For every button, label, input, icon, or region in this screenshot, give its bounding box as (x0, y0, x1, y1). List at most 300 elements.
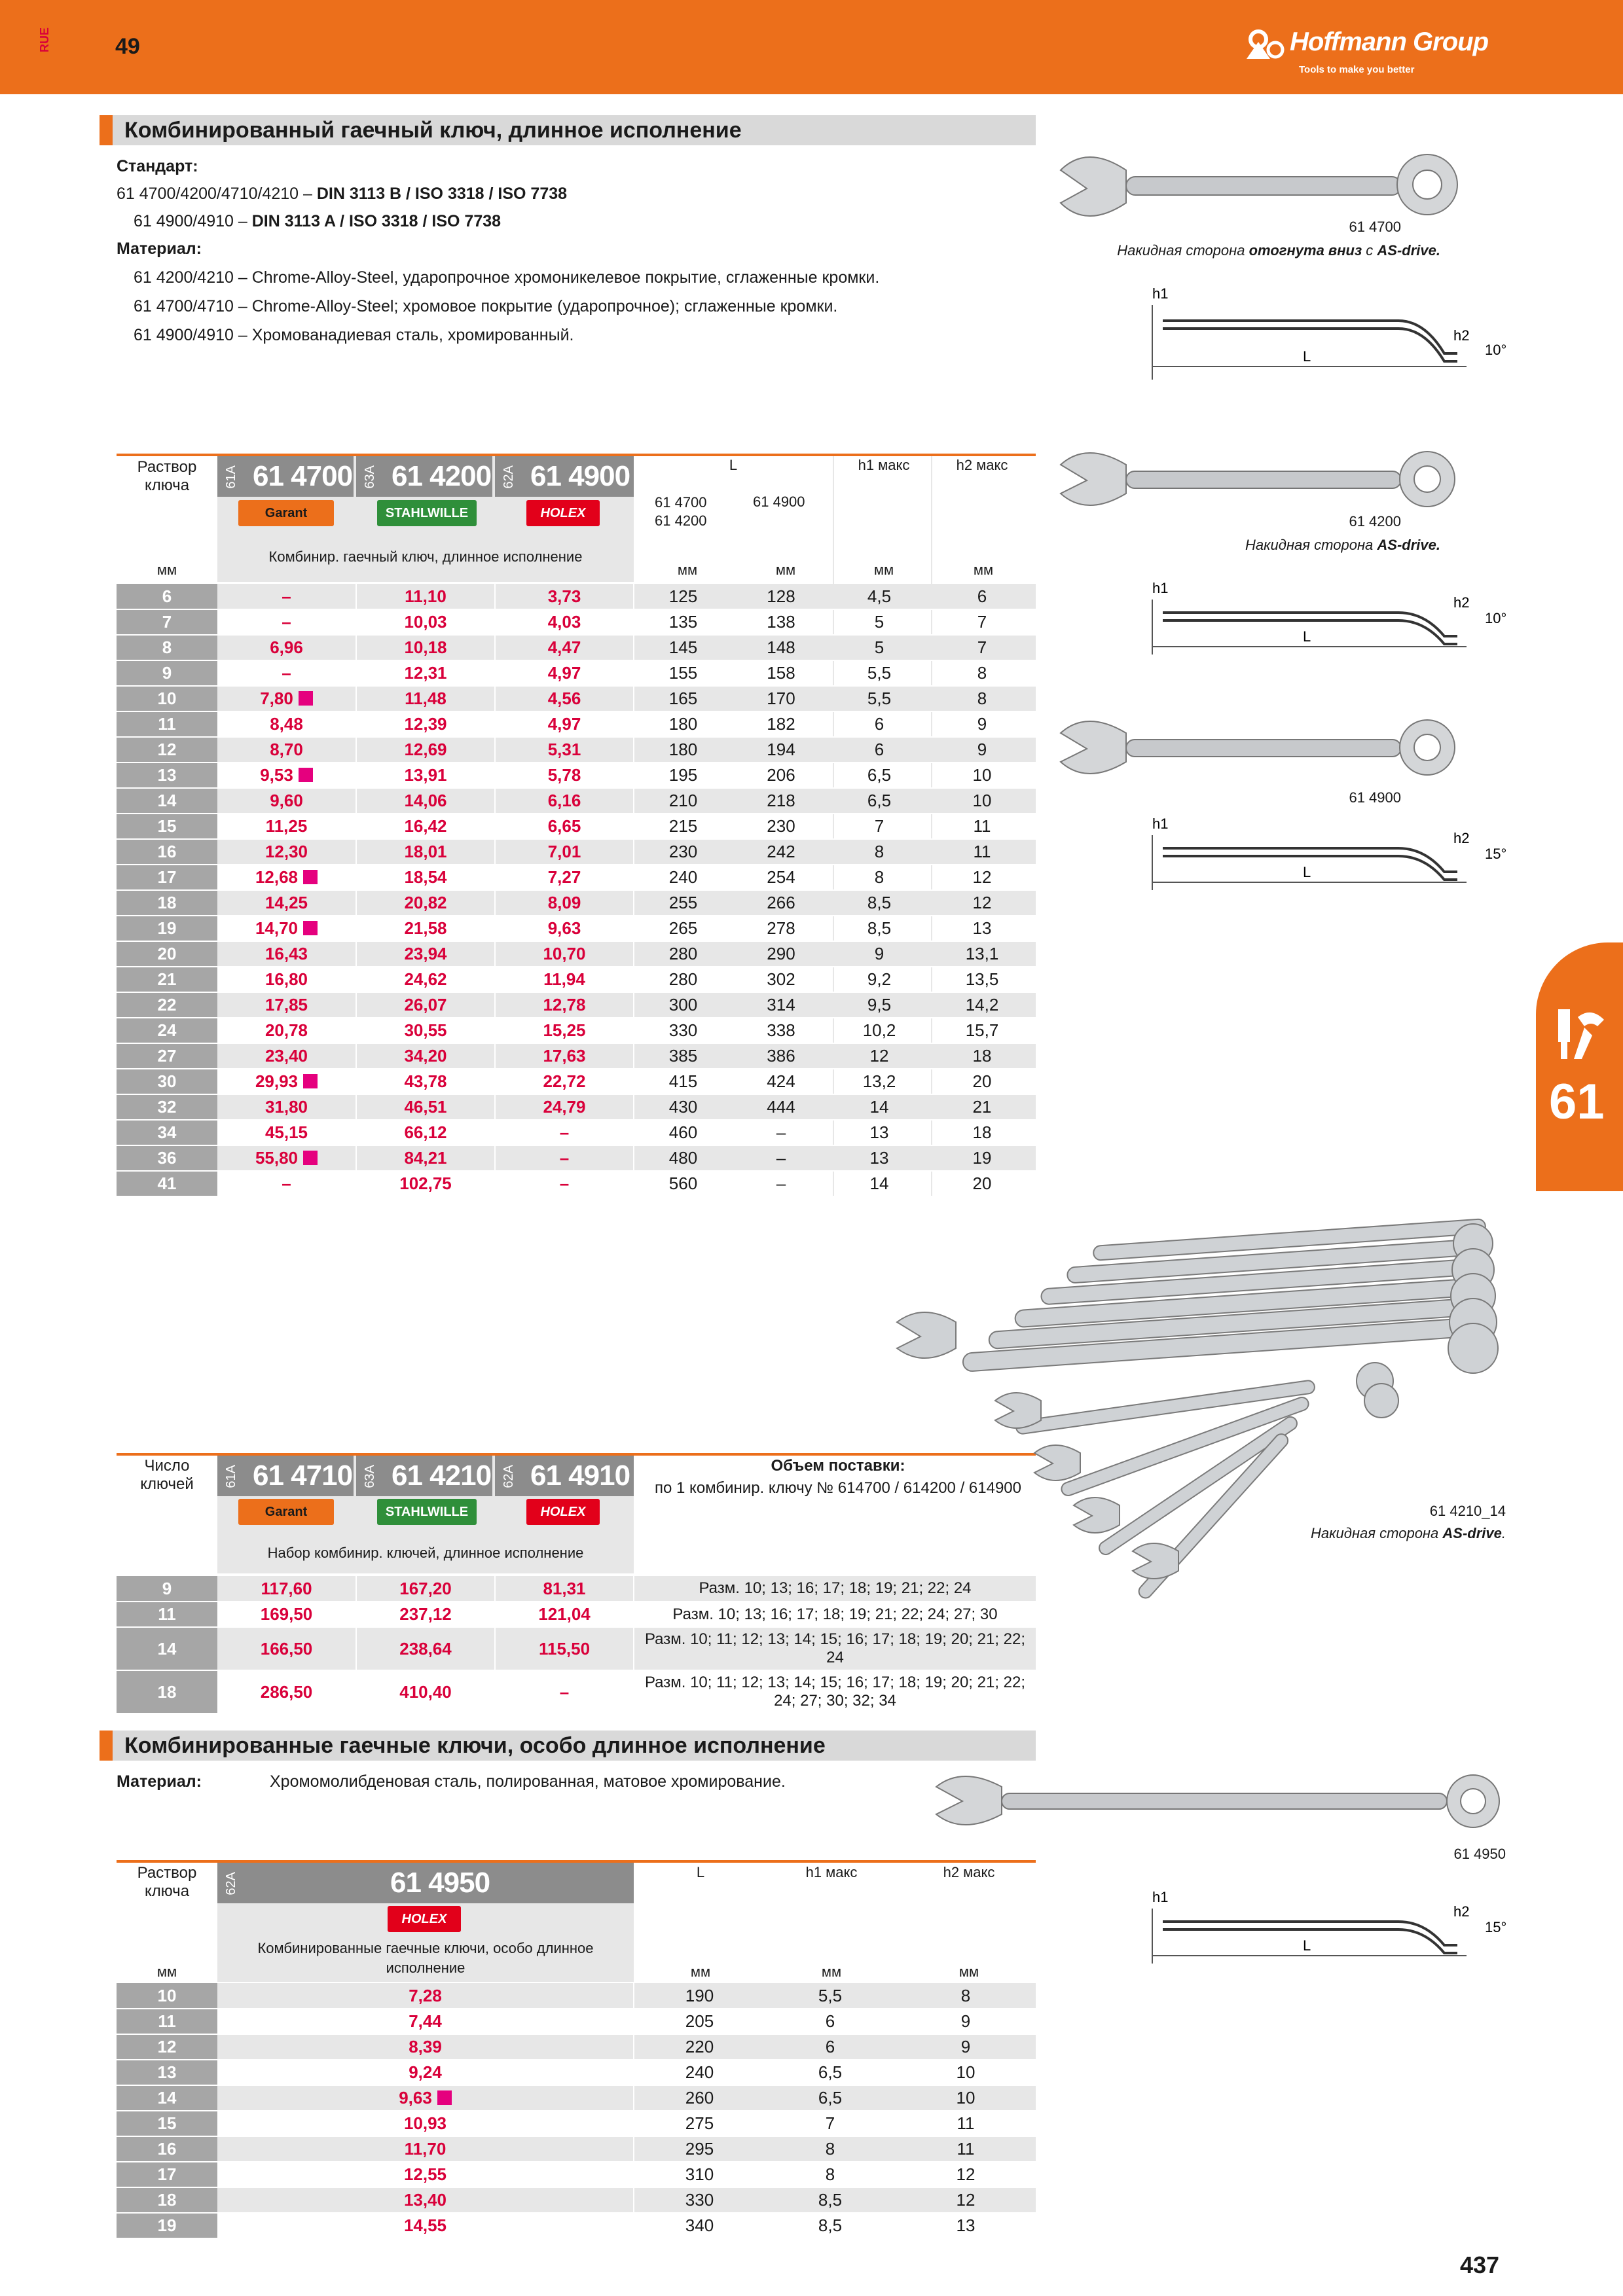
table-cell (356, 1120, 495, 1145)
table-row (117, 1069, 1036, 1094)
table-cell (928, 916, 1036, 941)
table-row (117, 1670, 1036, 1713)
cell-text: 9 (960, 2037, 971, 2056)
table-cell (634, 2009, 765, 2034)
table-cell (732, 967, 830, 992)
cell-text: 6 (874, 714, 884, 734)
table-cell (830, 967, 928, 992)
cell-text: 13,40 (403, 2190, 447, 2210)
cell-text: 22,72 (543, 1071, 586, 1091)
cell-text: 7 (977, 637, 987, 657)
table-cell (356, 967, 495, 992)
table1-unit-L1: мм (677, 562, 698, 578)
cell-text: 11 (957, 2113, 975, 2133)
cell-text: 4,03 (547, 612, 581, 632)
cell-text: 30,55 (404, 1020, 447, 1040)
section-title-long (100, 115, 1036, 145)
table-cell (634, 839, 732, 865)
cell-text: 5 (874, 637, 884, 657)
cell-text: 10 (157, 689, 177, 708)
cell-text: 11 (973, 816, 991, 836)
cell-text: 11,48 (405, 689, 447, 708)
holex-logo: HOLEX (526, 500, 600, 526)
table-cell (928, 1018, 1036, 1043)
row-header-cell (117, 967, 217, 992)
cell-text: 7,80 (260, 689, 293, 708)
cell-text: Разм. 10; 11; 12; 13; 14; 15; 16; 17; 18; 19; 20; 21; 22; 24 (644, 1630, 1026, 1666)
table-cell (495, 1576, 634, 1602)
cell-text: 20,82 (404, 893, 447, 912)
cell-text: 238,64 (399, 1638, 452, 1659)
cell-text: 13 (956, 2215, 976, 2235)
table-cell (634, 1069, 732, 1094)
cell-text: 11,94 (543, 969, 585, 989)
cell-text: 7 (162, 612, 172, 632)
cell-text: 19 (157, 2215, 177, 2235)
cell-text: 138 (767, 612, 795, 632)
table-row (117, 1171, 1036, 1196)
table1-unit-h1: мм (873, 562, 894, 578)
table-cell (217, 1043, 356, 1069)
table-cell (830, 788, 928, 814)
table-cell (765, 2085, 896, 2111)
cell-text: 5,5 (867, 689, 892, 708)
cell-text: 8 (162, 637, 172, 657)
cell-text: 6,5 (867, 765, 892, 785)
section-title-text: Комбинированный гаечный ключ, длинное исполнение (124, 118, 742, 143)
stahlwille-logo: STAHLWILLE (377, 500, 477, 526)
cell-text: Разм. 10; 11; 12; 13; 14; 15; 16; 17; 18; 19; 20; 21; 22; 24; 27; 30; 32; 34 (644, 1674, 1026, 1710)
stock-marker-icon (303, 870, 318, 884)
table-row (117, 711, 1036, 737)
cell-text: 11 (973, 842, 991, 861)
table-cell (495, 992, 634, 1018)
table-cell (928, 686, 1036, 711)
cell-text: 46,51 (404, 1097, 447, 1117)
wrench-image-614900 (1048, 713, 1519, 798)
table-cell (217, 1576, 356, 1602)
cell-text: – (282, 612, 291, 632)
table-cell (356, 839, 495, 865)
table-cell (634, 1627, 1036, 1670)
row-header-cell (117, 2111, 217, 2136)
cell-text: 11 (158, 1604, 176, 1624)
table-cell (732, 762, 830, 788)
cell-text: 8 (977, 663, 987, 683)
dim-h2-4: h2 (1453, 1903, 1470, 1920)
table-cell (830, 890, 928, 916)
table-row (117, 737, 1036, 762)
standard-line-2: 61 4900/4910 – DIN 3113 A / ISO 3318 / ISO 7738 (134, 212, 501, 230)
cell-text: 45,15 (264, 1122, 308, 1142)
table2-product-2: 63A 61 4210 (356, 1456, 492, 1496)
holex-logo-2: HOLEX (526, 1499, 600, 1525)
table-cell (217, 1120, 356, 1145)
cell-text: 290 (767, 944, 795, 963)
cell-text: 314 (767, 995, 795, 1014)
row-header-cell (117, 1018, 217, 1043)
cell-text: 17 (157, 867, 177, 887)
table-cell (634, 916, 732, 941)
dim-h1-3: h1 (1152, 816, 1169, 832)
cell-text: 18 (157, 893, 177, 912)
cell-text: 220 (685, 2037, 714, 2056)
cell-text: 385 (668, 1046, 698, 1066)
cell-text: 31,80 (264, 1097, 308, 1117)
table-cell (830, 1018, 928, 1043)
cell-text: 12,68 (255, 867, 299, 887)
table-cell (217, 711, 356, 737)
cell-text: 165 (668, 689, 698, 708)
table-row (117, 2034, 1036, 2060)
cell-text: 11,70 (404, 2139, 447, 2159)
table-cell (217, 1627, 356, 1670)
cell-text: 12,69 (404, 740, 447, 759)
table-cell (217, 2111, 634, 2136)
table-cell (830, 711, 928, 737)
table-cell (495, 1120, 634, 1145)
table-cell (830, 660, 928, 686)
table-cell (732, 1171, 830, 1196)
table-cell (217, 1670, 356, 1713)
dim-L-3: L (1303, 864, 1311, 880)
table-cell (217, 992, 356, 1018)
table-cell (634, 1602, 1036, 1627)
table-cell (896, 2111, 1036, 2136)
cell-text: 21,58 (404, 918, 447, 938)
table-row (117, 1983, 1036, 2009)
table-cell (217, 2034, 634, 2060)
table-cell (217, 2187, 634, 2213)
table-cell (356, 1670, 495, 1713)
cell-text: 14 (157, 2088, 177, 2108)
cell-text: 158 (767, 663, 795, 683)
table-cell (356, 1171, 495, 1196)
table-cell (495, 660, 634, 686)
cell-text: 10,03 (404, 612, 447, 632)
table-cell (356, 865, 495, 890)
cell-text: 10 (972, 765, 992, 785)
table-cell (356, 788, 495, 814)
cell-text: 11 (957, 2139, 975, 2159)
table-cell (928, 1145, 1036, 1171)
cell-text: 230 (767, 816, 795, 836)
table-cell (732, 1069, 830, 1094)
table-cell (217, 839, 356, 865)
table-cell (495, 1094, 634, 1120)
table-cell (732, 1018, 830, 1043)
cell-text: 6 (977, 586, 987, 606)
table-cell (495, 1670, 634, 1713)
wrench-pliers-icon (1552, 1004, 1611, 1063)
row-header-cell (117, 2187, 217, 2213)
table-row (117, 1120, 1036, 1145)
table-row (117, 2009, 1036, 2034)
table1-product-2: 63A 61 4200 (356, 456, 492, 497)
cell-text: 13 (157, 765, 177, 785)
cell-text: 13 (972, 918, 992, 938)
cell-text: 8 (825, 2164, 835, 2184)
table-cell (928, 584, 1036, 609)
cell-text: 7 (825, 2113, 835, 2133)
table-row (117, 992, 1036, 1018)
cell-text: 17,85 (264, 995, 308, 1014)
table-row (117, 814, 1036, 839)
stock-marker-icon (303, 1074, 318, 1088)
table-row (117, 2136, 1036, 2162)
table-cell (830, 814, 928, 839)
table3-unit-h1: мм (821, 1964, 842, 1980)
table-cell (217, 1602, 356, 1627)
table-cell (356, 1043, 495, 1069)
table-cell (634, 2162, 765, 2187)
cell-text: 330 (668, 1020, 698, 1040)
table-cell (356, 635, 495, 660)
row-header-cell (117, 865, 217, 890)
cell-text: 12,30 (264, 842, 308, 861)
cell-text: 12 (869, 1046, 889, 1066)
cell-text: 13,2 (862, 1071, 896, 1091)
cell-text: 12 (157, 2037, 177, 2056)
row-header-cell (117, 1602, 217, 1627)
cell-text: 128 (767, 586, 795, 606)
table-cell (217, 890, 356, 916)
cell-text: 12 (956, 2164, 976, 2184)
drawing-614950 (1139, 1885, 1519, 1977)
table-row (117, 1043, 1036, 1069)
table-cell (732, 1120, 830, 1145)
table-cell (928, 1120, 1036, 1145)
table-cell (928, 711, 1036, 737)
cell-text: 9 (960, 2011, 971, 2031)
row-header-cell (117, 1094, 217, 1120)
cell-text: 148 (767, 637, 795, 657)
holex-logo-3: HOLEX (388, 1906, 461, 1932)
cell-text: 6,5 (818, 2062, 843, 2082)
stock-marker-icon (299, 768, 313, 782)
table-row (117, 686, 1036, 711)
cell-text: 84,21 (404, 1148, 447, 1168)
table-cell (765, 1983, 896, 2009)
cell-text: 242 (767, 842, 795, 861)
cell-text: 240 (685, 2062, 714, 2082)
table-cell (896, 2187, 1036, 2213)
table-cell (765, 2213, 896, 2238)
row-header-cell (117, 711, 217, 737)
cell-text: 169,50 (260, 1604, 313, 1624)
table-cell (732, 992, 830, 1018)
cell-text: 32 (157, 1097, 177, 1117)
cell-text: 13,1 (965, 944, 999, 963)
table-cell (634, 814, 732, 839)
cell-text: 6,5 (867, 791, 892, 810)
cell-text: 5,5 (818, 1985, 843, 2005)
cell-text: 4,56 (547, 689, 581, 708)
chapter-tab[interactable] (1536, 942, 1623, 1191)
table-cell (732, 635, 830, 660)
cell-text: 7,44 (409, 2011, 442, 2031)
cell-text: 11,10 (405, 586, 447, 606)
img3-code: 61 4900 (1349, 789, 1401, 806)
row-header-cell (117, 2136, 217, 2162)
table-cell (896, 2162, 1036, 2187)
img4-caption: Накидная сторона AS-drive. (1311, 1525, 1506, 1541)
cell-text: 8 (960, 1985, 971, 2005)
cell-text: 14,70 (255, 918, 299, 938)
cell-text: 20 (157, 944, 177, 963)
cell-text: 180 (668, 714, 698, 734)
cell-text: 8,5 (818, 2215, 843, 2235)
table-cell (896, 2009, 1036, 2034)
table-cell (928, 609, 1036, 635)
cell-text: – (776, 1148, 786, 1168)
table-cell (765, 2187, 896, 2213)
cell-text: 190 (685, 1985, 714, 2005)
cell-text: 6,65 (547, 816, 581, 836)
material-line-3: 61 4900/4910 – Хромованадиевая сталь, хромированный. (134, 326, 574, 344)
table-cell (732, 609, 830, 635)
table2-product-3: 62A 61 4910 (495, 1456, 634, 1496)
cell-text: – (559, 1148, 570, 1168)
table-row (117, 1094, 1036, 1120)
table-cell (217, 814, 356, 839)
dim-L: L (1303, 348, 1311, 365)
table-cell (634, 2136, 765, 2162)
img4-code: 61 4210_14 (1429, 1503, 1506, 1519)
cell-text: 4,97 (547, 663, 581, 683)
cell-text: Разм. 10; 13; 16; 17; 18; 19; 21; 22; 24; 27; 30 (672, 1605, 998, 1623)
table3-col0-header: Раствор ключа (137, 1864, 197, 1900)
row-header-cell (117, 2085, 217, 2111)
table-cell (217, 1145, 356, 1171)
cell-text: 13,5 (965, 969, 999, 989)
table-cell (765, 2111, 896, 2136)
table-cell (217, 686, 356, 711)
row-header-cell (117, 635, 217, 660)
dim-h2: h2 (1453, 327, 1470, 344)
table-row (117, 967, 1036, 992)
cell-text: 9,60 (270, 791, 303, 810)
cell-text: 18,01 (404, 842, 447, 861)
table1 (117, 584, 1036, 1197)
cell-text: 115,50 (538, 1638, 591, 1659)
cell-text: 237,12 (399, 1604, 452, 1624)
row-header-cell (117, 1576, 217, 1602)
cell-text: 6 (874, 740, 884, 759)
row-header-cell (117, 2213, 217, 2238)
table-cell (217, 1983, 634, 2009)
table-cell (732, 941, 830, 967)
cell-text: 10 (956, 2062, 976, 2082)
cell-text: 7 (874, 816, 884, 836)
table-cell (765, 2009, 896, 2034)
table-cell (356, 737, 495, 762)
cell-text: 15 (157, 2113, 177, 2133)
table-cell (356, 660, 495, 686)
table-row (117, 865, 1036, 890)
table-cell (495, 1069, 634, 1094)
cell-text: 20 (972, 1174, 992, 1193)
dim-L-4: L (1303, 1937, 1311, 1954)
cell-text: 230 (668, 842, 698, 861)
table-row (117, 2060, 1036, 2085)
table3-unit-h2: мм (958, 1964, 979, 1980)
cell-text: 5,78 (547, 765, 581, 785)
cell-text: 210 (668, 791, 698, 810)
stahlwille-logo-2: STAHLWILLE (377, 1499, 477, 1525)
cell-text: 194 (767, 740, 795, 759)
table-cell (217, 2009, 634, 2034)
table-cell (830, 1094, 928, 1120)
standard-line-1: 61 4700/4200/4710/4210 – DIN 3113 B / ISO 3318 / ISO 7738 (117, 185, 568, 203)
table-cell (495, 814, 634, 839)
drawing-614200 (1139, 576, 1519, 668)
table1-product-1: 61A 61 4700 (217, 456, 354, 497)
cell-text: 34 (157, 1122, 177, 1142)
cell-text: 275 (685, 2113, 714, 2133)
cell-text: 18 (157, 1681, 177, 1702)
material-line-1: 61 4200/4210 – Chrome-Alloy-Steel, ударопрочное хромоникелевое покрытие, сглаженные кромки. (134, 268, 880, 287)
cell-text: Разм. 10; 13; 16; 17; 18; 19; 21; 22; 24 (699, 1579, 972, 1597)
cell-text: 340 (685, 2215, 714, 2235)
cell-text: 295 (685, 2139, 714, 2159)
table-cell (928, 1094, 1036, 1120)
table-cell (634, 2060, 765, 2085)
cell-text: 7,27 (547, 867, 581, 887)
table-cell (495, 916, 634, 941)
table3-col0-unit: мм (156, 1964, 177, 1980)
table-cell (765, 2162, 896, 2187)
table-cell (732, 865, 830, 890)
section-marker-2 (100, 1731, 113, 1761)
table-cell (634, 941, 732, 967)
cell-text: 8 (874, 867, 884, 887)
dim-L-2: L (1303, 628, 1311, 645)
row-header-cell (117, 584, 217, 609)
row-header-cell (117, 2162, 217, 2187)
cell-text: 4,5 (867, 586, 892, 606)
table3-L-header: L (696, 1864, 705, 1880)
garant-logo: Garant (238, 500, 334, 526)
table-cell (634, 788, 732, 814)
cell-text: 166,50 (260, 1638, 313, 1659)
table1-col0-unit: мм (156, 562, 177, 578)
cell-text: 12 (956, 2190, 976, 2210)
table-cell (830, 737, 928, 762)
table-cell (732, 814, 830, 839)
table1-L-sub2: 61 4900 (753, 493, 805, 510)
table-cell (634, 1171, 732, 1196)
row-header-cell (117, 1043, 217, 1069)
table-cell (830, 992, 928, 1018)
cell-text: 280 (668, 969, 698, 989)
section-marker (100, 115, 113, 145)
table3-h1-header: h1 макс (805, 1864, 858, 1880)
row-header-cell (117, 1171, 217, 1196)
table-cell (634, 737, 732, 762)
table-cell (356, 890, 495, 916)
cell-text: 310 (685, 2164, 714, 2184)
cell-text: 6 (162, 586, 172, 606)
dim-h1-2: h1 (1152, 580, 1169, 596)
table-cell (765, 2136, 896, 2162)
cell-text: 12,55 (403, 2164, 447, 2184)
table1-unit-h2: мм (973, 562, 994, 578)
cell-text: 121,04 (538, 1604, 591, 1624)
table-cell (217, 762, 356, 788)
drawing-614900 (1139, 812, 1519, 903)
cell-text: 9,63 (547, 918, 581, 938)
